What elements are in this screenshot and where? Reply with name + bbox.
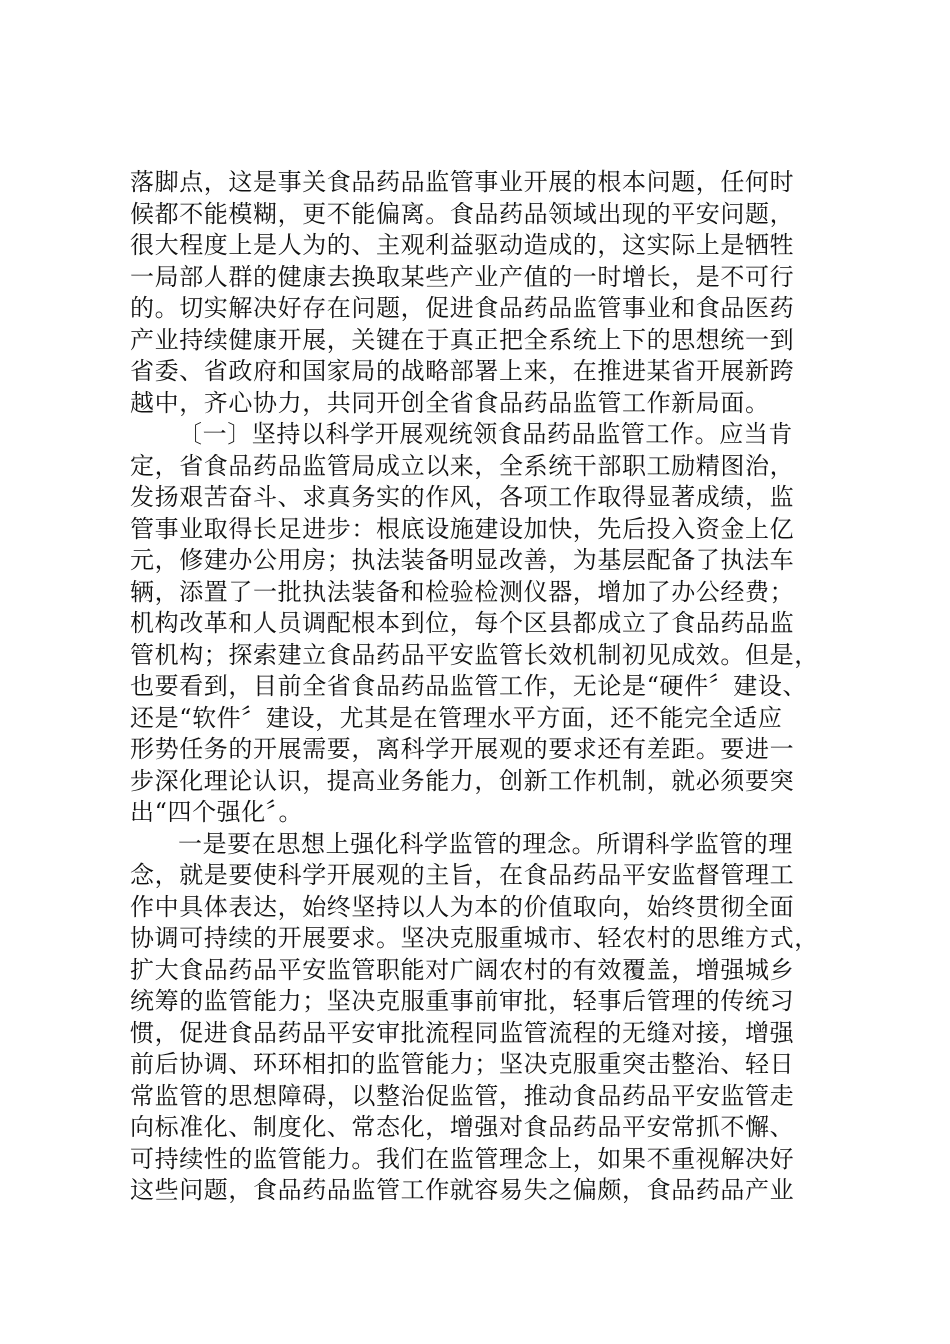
text-line: 定，省食品药品监管局成立以来，全系统干部职工励精图治， — [130, 451, 795, 480]
text-line: 向标准化、制度化、常态化，增强对食品药品平安常抓不懈、 — [130, 1113, 795, 1141]
text-line: 落脚点，这是事关食品药品监管事业开展的根本问题，任何时 — [130, 168, 795, 196]
text-line: 的。切实解决好存在问题，促进食品药品监管事业和食品医药 — [130, 294, 795, 322]
text-line: 管事业取得长足进步：根底设施建设加快，先后投入资金上亿 — [130, 514, 795, 543]
text-line: 也要看到，目前全省食品药品监管工作，无论是“硬件〞建设、 — [130, 672, 808, 700]
paragraph-start-line: 一是要在思想上强化科学监管的理念。所谓科学监管的理 — [178, 829, 793, 858]
text-line: 可持续性的监管能力。我们在监管理念上，如果不重视解决好 — [130, 1144, 795, 1173]
text-line: 常监管的思想障碍，以整治促监管，推动食品药品平安监管走 — [130, 1081, 795, 1110]
text-line: 扩大食品药品平安监管职能对广阔农村的有效覆盖，增强城乡 — [130, 955, 795, 984]
text-line: 惯，促进食品药品平安审批流程同监管流程的无缝对接，增强 — [130, 1018, 795, 1047]
text-line: 元，修建办公用房；执法装备明显改善，为基层配备了执法车 — [130, 546, 795, 574]
text-line: 还是“软件〞建设，尤其是在管理水平方面，还不能完全适应 — [130, 703, 783, 732]
text-line: 一局部人群的健康去换取某些产业产值的一时增长，是不可行 — [130, 262, 795, 291]
text-line: 步深化理论认识，提高业务能力，创新工作机制，就必须要突 — [130, 766, 795, 795]
text-line: 出“四个强化〞。 — [130, 798, 304, 826]
text-line: 前后协调、环环相扣的监管能力；坚决克服重突击整治、轻日 — [130, 1050, 795, 1078]
text-line: 发扬艰苦奋斗、求真务实的作风，各项工作取得显著成绩，监 — [130, 483, 795, 511]
text-line: 产业持续健康开展，关键在于真正把全系统上下的思想统一到 — [130, 325, 795, 354]
text-line: 这些问题，食品药品监管工作就容易失之偏颇，食品药品产业 — [130, 1176, 795, 1204]
text-line: 管机构；探索建立食品药品平安监管长效机制初见成效。但是， — [130, 640, 819, 669]
text-line: 机构改革和人员调配根本到位，每个区县都成立了食品药品监 — [130, 609, 795, 637]
text-line: 很大程度上是人为的、主观利益驱动造成的，这实际上是牺牲 — [130, 231, 795, 259]
document-body — [130, 167, 830, 1207]
text-line: 辆，添置了一批执法装备和检验检测仪器，增加了办公经费； — [130, 577, 795, 606]
text-line: 协调可持续的开展要求。坚决克服重城市、轻农村的思维方式， — [130, 924, 819, 952]
section-heading-line: 〔一〕坚持以科学开展观统领食品药品监管工作。应当肯 — [178, 420, 793, 448]
text-line: 形势任务的开展需要，离科学开展观的要求还有差距。要进一 — [130, 735, 795, 763]
text-line: 念，就是要使科学开展观的主旨，在食品药品平安监督管理工 — [130, 861, 795, 889]
text-line: 统筹的监管能力；坚决克服重事前审批，轻事后管理的传统习 — [130, 987, 795, 1015]
text-line: 作中具体表达，始终坚持以人为本的价值取向，始终贯彻全面 — [130, 892, 795, 921]
text-line: 候都不能模糊，更不能偏离。食品药品领域出现的平安问题， — [130, 199, 795, 228]
text-line: 省委、省政府和国家局的战略部署上来，在推进某省开展新跨 — [130, 357, 795, 385]
text-line: 越中，齐心协力，共同开创全省食品药品监管工作新局面。 — [130, 388, 770, 417]
